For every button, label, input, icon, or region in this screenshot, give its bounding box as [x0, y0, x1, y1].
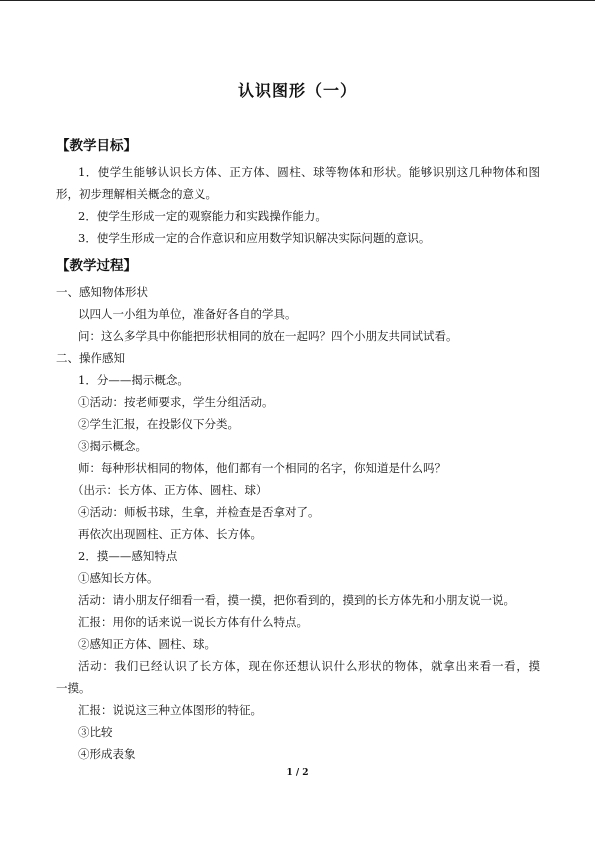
process-heading: 【教学过程】	[56, 258, 137, 274]
process-line: 2．摸——感知特点	[78, 549, 178, 563]
process-line: ③比较	[78, 725, 113, 739]
process-section-2: 二、操作感知	[56, 351, 125, 365]
document-title: 认识图形（一）	[237, 81, 357, 100]
process-line: ①活动：按老师要求，学生分组活动。	[78, 395, 274, 409]
process-line: 活动：我们已经认识了长方体，现在你还想认识什么形状的物体，就拿出来看一看，摸	[78, 659, 540, 673]
page-number: 1 / 2	[286, 768, 309, 778]
process-line: ①感知长方体。	[78, 571, 159, 585]
process-line: 一摸。	[56, 681, 91, 695]
objective-line-1: 1．使学生能够认识长方体、正方体、圆柱、球等物体和形状。能够识别这几种物体和图	[78, 165, 540, 179]
process-line: 师：每种形状相同的物体，他们都有一个相同的名字，你知道是什么吗？	[78, 461, 446, 475]
process-line: 汇报：用你的话来说一说长方体有什么特点。	[78, 615, 308, 629]
objective-line-3: 2．使学生形成一定的观察能力和实践操作能力。	[78, 209, 327, 223]
objectives-heading: 【教学目标】	[56, 138, 137, 154]
process-line: 1．分——揭示概念。	[78, 373, 189, 387]
process-section-1: 一、感知物体形状	[56, 285, 148, 299]
process-line: 活动：请小朋友仔细看一看，摸一摸，把你看到的，摸到的长方体先和小朋友说一说。	[78, 593, 515, 607]
objective-line-4: 3．使学生形成一定的合作意识和应用数学知识解决实际问题的意识。	[78, 231, 431, 245]
process-line: ④形成表象	[78, 747, 136, 761]
process-line: 再依次出现圆柱、正方体、长方体。	[78, 527, 262, 541]
objective-line-2: 形，初步理解相关概念的意义。	[56, 187, 217, 201]
process-line: ②感知正方体、圆柱、球。	[78, 637, 216, 651]
process-line: ②学生汇报，在投影仪下分类。	[78, 417, 239, 431]
process-line: （出示：长方体、正方体、圆柱、球）	[72, 483, 268, 497]
process-line: 以四人一小组为单位，准备好各自的学具。	[78, 307, 297, 321]
process-line: ④活动：师板书球，生拿，并检查是否拿对了。	[78, 505, 320, 519]
top-rule	[0, 0, 595, 1]
process-line: 问：这么多学具中你能把形状相同的放在一起吗？四个小朋友共同试试看。	[78, 329, 458, 343]
process-line: 汇报：说说这三种立体图形的特征。	[78, 703, 262, 717]
process-line: ③揭示概念。	[78, 439, 147, 453]
